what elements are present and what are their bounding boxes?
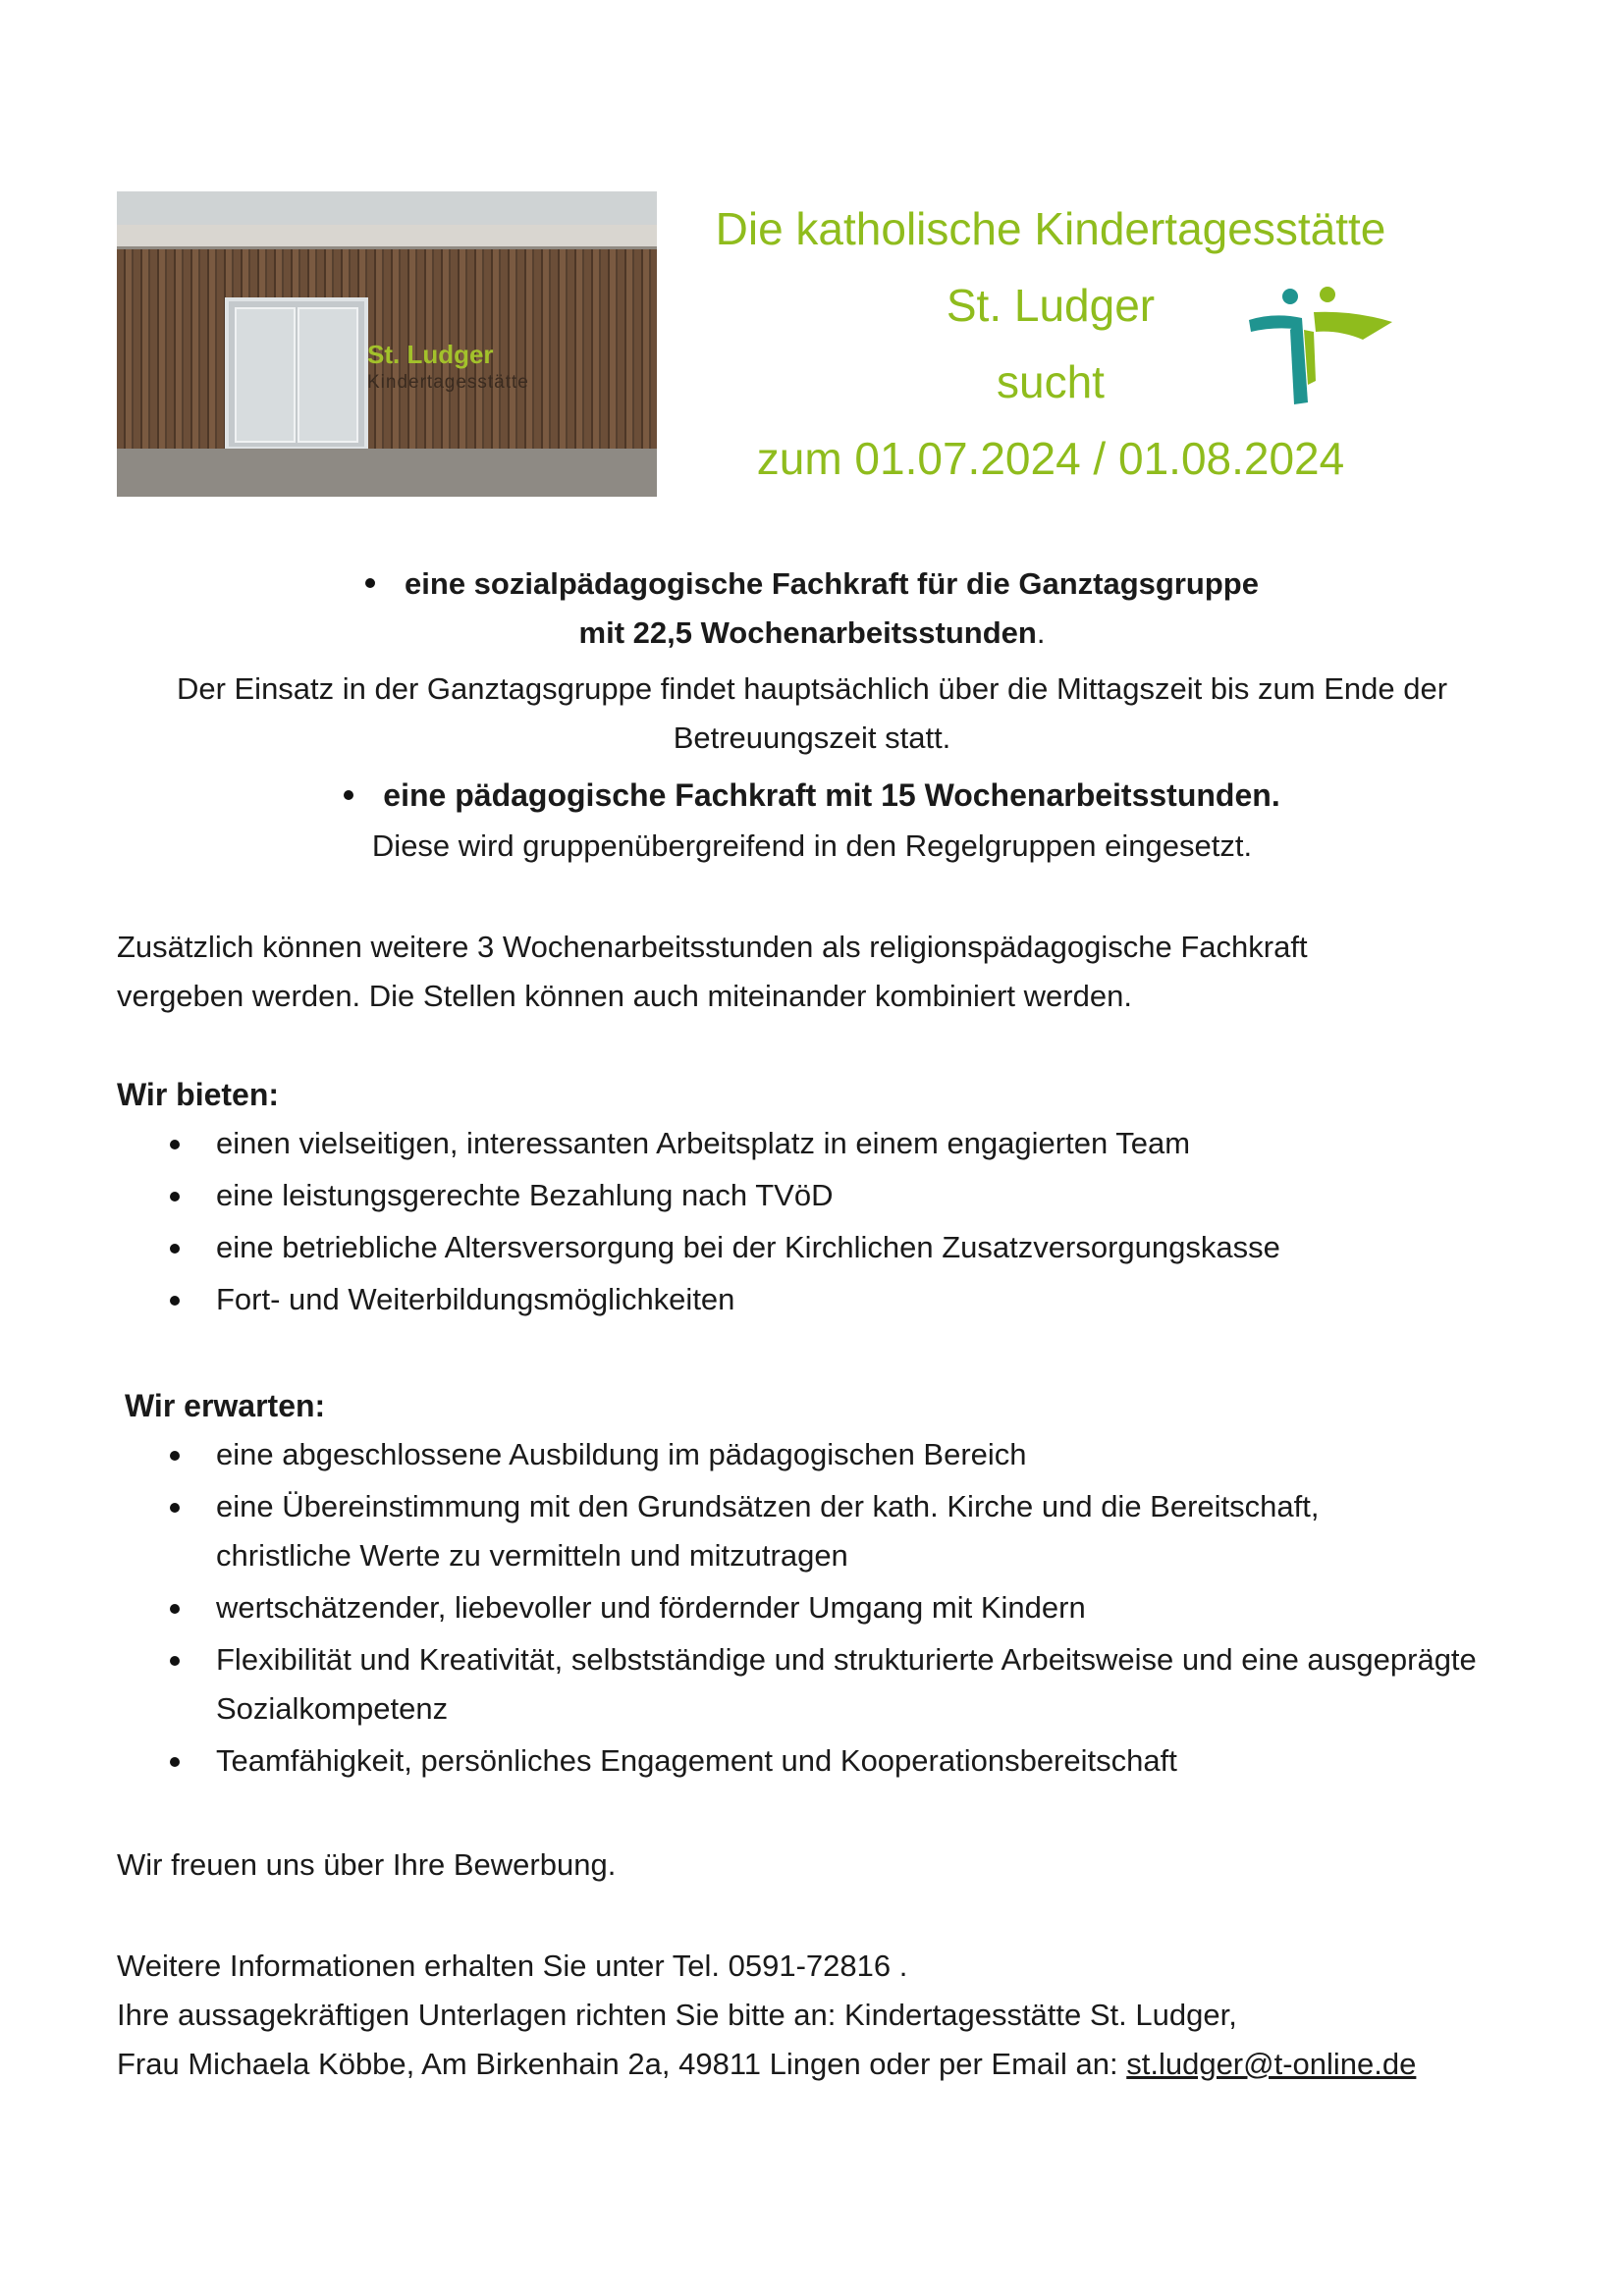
offer-list	[117, 1119, 1531, 1324]
contact-line-3: Frau Michaela Köbbe, Am Birkenhain 2a, 49811 Lingen oder per Email an: st.ludger@t-online.de	[117, 2047, 1417, 2081]
email-link[interactable]: st.ludger@t-online.de	[1126, 2047, 1417, 2081]
offer-heading: Wir bieten:	[117, 1077, 280, 1112]
photo-sign-sub: Kindertagesstätte	[367, 372, 529, 393]
position-2-title: eine pädagogische Fachkraft mit 15 Wochenarbeitsstunden.	[117, 771, 1507, 820]
position-2-desc: Diese wird gruppenübergreifend in den Regelgruppen eingesetzt.	[371, 828, 1253, 863]
bullet-icon	[365, 578, 375, 588]
list-item: wertschätzender, liebevoller und fördernder Umgang mit Kindern	[117, 1583, 1452, 1632]
page-title-line-4: zum 01.07.2024 / 01.08.2024	[756, 433, 1345, 484]
position-1-hours: mit 22,5 Wochenarbeitsstunden.	[578, 615, 1046, 650]
cross-logo-icon	[1245, 283, 1398, 410]
list-item: Flexibilität und Kreativität, selbstständige und strukturierte Arbeitsweise und eine ausgeprägte Sozialkompetenz	[117, 1635, 1512, 1734]
list-item: eine abgeschlossene Ausbildung im pädagogischen Bereich	[117, 1430, 1452, 1479]
photo-sign-name: St. Ludger	[367, 340, 494, 369]
page-title-line-3: sucht	[997, 356, 1105, 407]
list-item: einen vielseitigen, interessanten Arbeitsplatz in einem engagierten Team	[117, 1119, 1531, 1168]
list-item: Fort- und Weiterbildungsmöglichkeiten	[117, 1275, 1531, 1324]
intro-line-1: Zusätzlich können weitere 3 Wochenarbeitsstunden als religionspädagogische Fachkraft	[117, 930, 1308, 964]
list-item: eine leistungsgerechte Bezahlung nach TVöD	[117, 1171, 1531, 1220]
page-title-line-1: Die katholische Kindertagesstätte	[715, 203, 1386, 254]
list-item: eine Übereinstimmung mit den Grundsätzen der kath. Kirche und die Bereitschaft, christliche Werte zu vermitteln und mitzutragen	[117, 1482, 1394, 1580]
contact-line-1: Weitere Informationen erhalten Sie unter Tel. 0591-72816 .	[117, 1949, 908, 1983]
list-item: Teamfähigkeit, persönliches Engagement und Kooperationsbereitschaft	[117, 1736, 1452, 1786]
list-item: eine betriebliche Altersversorgung bei der Kirchlichen Zusatzversorgungskasse	[117, 1223, 1531, 1272]
bullet-icon	[344, 790, 353, 800]
contact-line-2: Ihre aussagekräftigen Unterlagen richten Sie bitte an: Kindertagesstätte St. Ludger,	[117, 1998, 1237, 2032]
intro-line-2: vergeben werden. Die Stellen können auch miteinander kombiniert werden.	[117, 979, 1132, 1013]
position-1-desc-line-1: Der Einsatz in der Ganztagsgruppe findet hauptsächlich über die Mittagszeit bis zum Ende der	[176, 671, 1448, 706]
expect-section	[117, 1381, 1531, 1789]
offer-section	[117, 1070, 1531, 1327]
expect-list	[117, 1430, 1477, 1786]
expect-heading: Wir erwarten:	[125, 1388, 326, 1423]
position-1-title: eine sozialpädagogische Fachkraft für die Ganztagsgruppe	[117, 560, 1507, 609]
closing-text: Wir freuen uns über Ihre Bewerbung.	[117, 1847, 617, 1882]
kita-building-photo	[117, 191, 657, 497]
position-1-desc-line-2: Betreuungszeit statt.	[673, 721, 951, 755]
page-title-line-2: St. Ludger	[946, 280, 1156, 331]
